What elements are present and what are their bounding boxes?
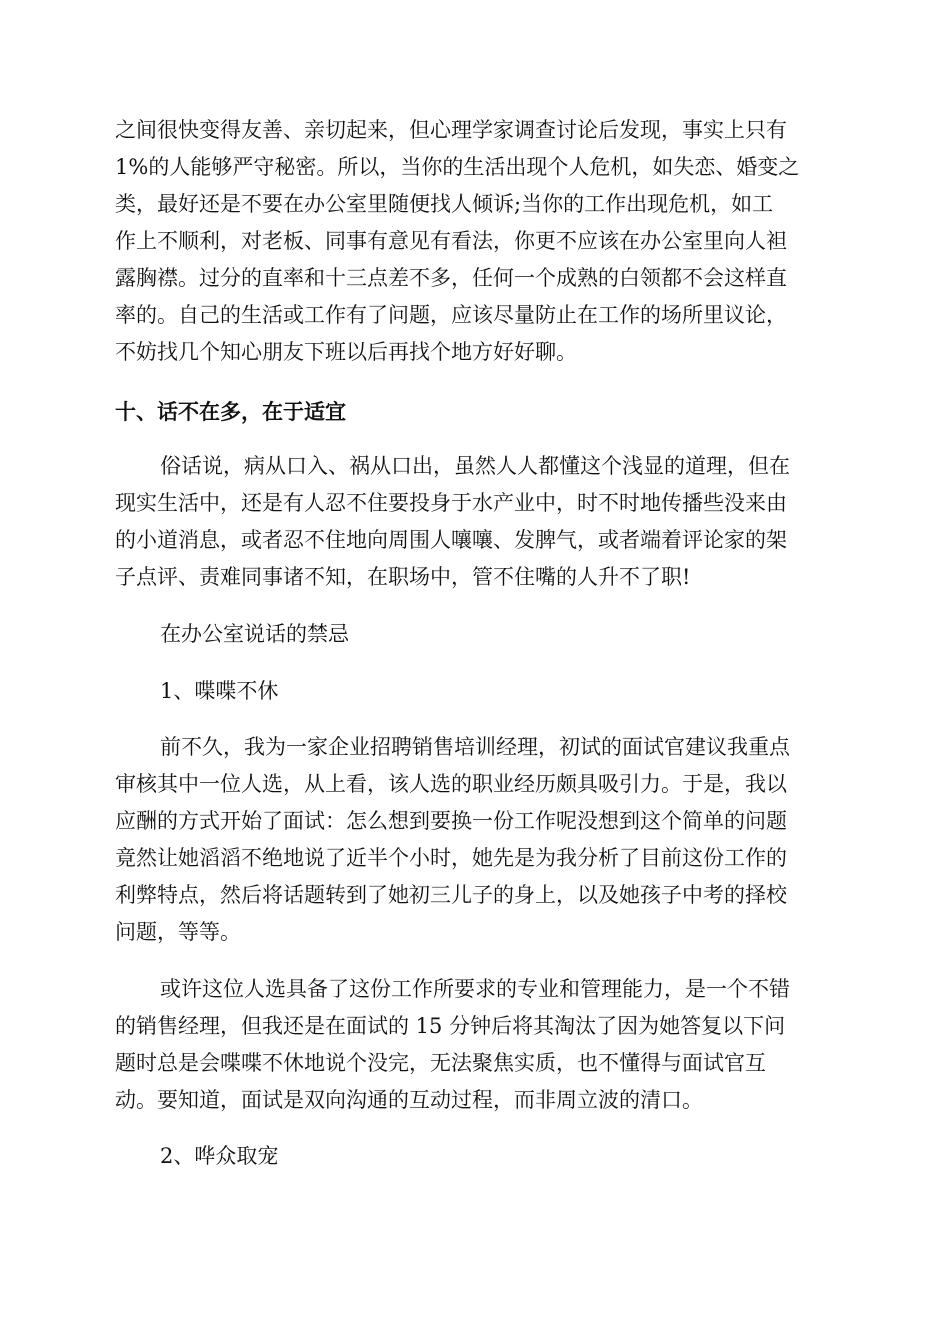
paragraph-line: 的小道消息，或者忍不住地向周围人嚷嚷、发脾气，或者端着评论家的架 [115, 528, 787, 552]
paragraph-line: 类，最好还是不要在办公室里随便找人倾诉;当你的工作出现危机，如工 [115, 192, 774, 216]
paragraph-line: 子点评、责难同事诸不知，在职场中，管不住嘴的人升不了职! [115, 565, 691, 589]
paragraph-line: 竟然让她滔滔不绝地说了近半个小时，她先是为我分析了目前这份工作的 [115, 846, 787, 870]
subheading: 在办公室说话的禁忌 [160, 622, 349, 646]
paragraph-line: 现实生活中，还是有人忍不住要投身于水产业中，时不时地传播些没来由 [115, 491, 787, 515]
list-item-heading: 1、喋喋不休 [160, 679, 279, 703]
paragraph-line: 审核其中一位人选，从上看，该人选的职业经历颇具吸引力。于是，我以 [115, 772, 787, 796]
paragraph-line: 1%的人能够严守秘密。所以，当你的生活出现个人危机，如失恋、婚变之 [115, 155, 800, 179]
paragraph-line: 动。要知道，面试是双向沟通的互动过程，而非周立波的清口。 [115, 1088, 703, 1112]
paragraph-line: 前不久，我为一家企业招聘销售培训经理，初试的面试官建议我重点 [160, 735, 790, 759]
paragraph-line: 或许这位人选具备了这份工作所要求的专业和管理能力，是一个不错 [160, 977, 790, 1001]
paragraph-line: 率的。自己的生活或工作有了问题，应该尽量防止在工作的场所里议论， [115, 303, 787, 327]
paragraph-line: 之间很快变得友善、亲切起来，但心理学家调查讨论后发现，事实上只有 [115, 118, 787, 142]
paragraph-line: 题时总是会喋喋不休地说个没完，无法聚焦实质，也不懂得与面试官互 [115, 1051, 766, 1075]
paragraph-line: 作上不顺利，对老板、同事有意见有看法，你更不应该在办公室里向人袒 [115, 229, 787, 253]
paragraph-line: 露胸襟。过分的直率和十三点差不多，任何一个成熟的白领都不会这样直 [115, 266, 787, 290]
paragraph-line: 利弊特点，然后将话题转到了她初三儿子的身上，以及她孩子中考的择校 [115, 883, 787, 907]
list-item-heading: 2、哗众取宠 [160, 1144, 279, 1168]
section-heading: 十、话不在多，在于适宜 [115, 400, 346, 424]
paragraph-line: 俗话说，病从口入、祸从口出，虽然人人都懂这个浅显的道理，但在 [160, 454, 790, 478]
paragraph-line: 的销售经理，但我还是在面试的 15 分钟后将其淘汰了因为她答复以下问 [115, 1014, 786, 1038]
paragraph-line: 问题，等等。 [115, 920, 241, 944]
paragraph-line: 不妨找几个知心朋友下班以后再找个地方好好聊。 [115, 340, 577, 364]
paragraph-line: 应酬的方式开始了面试：怎么想到要换一份工作呢没想到这个简单的问题 [115, 809, 787, 833]
